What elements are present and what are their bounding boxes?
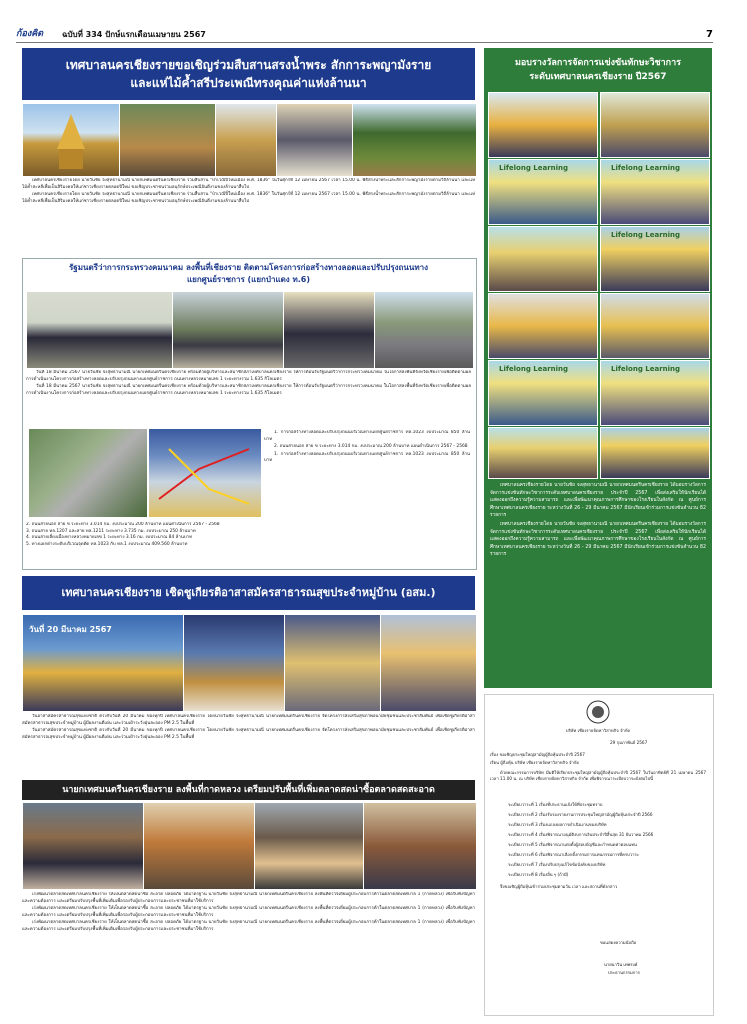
award-photo-4	[600, 159, 710, 225]
letter-to: เรียน ผู้ถือหุ้น บริษัท เชียงรายจัดหาวิสาหกิจ จำกัด	[490, 760, 580, 765]
banner-text: Lifelong Learning	[611, 231, 681, 239]
letter-closing: จึงขอเชิญผู้ถือหุ้นเข้าร่วมประชุมตามวัน เวลา และสถานที่ดังกล่าว	[500, 884, 618, 889]
page-header	[16, 28, 713, 43]
article2-list-full: 2. ถนนสายนอก สาย ข ระยะทาง 3.014 กม. งบประมาณ 200 ล้านบาท แผนดำเนินการ 2567 - 2568 3. ถนนสาย ทล.1207 และสาย ทล.1211 ระยะทาง 3.735 กม. งบประมาณ 250 ล้านบาท 4. ถนนสายเลี่ยงเมืองทางหลวงหมายเลข 1 ระยะทาง 3.16 กม. งบประมาณ 84 ล้านบาท 5. ทางแยกต่างระดับบริเวณจุดตัด ทล.1023 กับ ทล.1 งบประมาณ 409.560 ล้านบาท	[26, 522, 220, 547]
photo-osm-hall	[380, 614, 477, 712]
agenda-item: ระเบียบวาระที่ 1 เรื่องที่ประธานแจ้งให้ที่ประชุมทราบ	[508, 802, 603, 807]
letter-org: บริษัท เชียงรายจัดหาวิสาหกิจ จำกัด	[565, 728, 631, 733]
letter-sign-off: ขอแสดงความนับถือ	[600, 940, 637, 945]
award-photo-1	[488, 92, 598, 158]
osm-photo-caption: วันที่ 20 มีนาคม 2567	[29, 625, 112, 634]
award-photo-9	[488, 360, 598, 426]
article3-body: วันอาสาสมัครสาธารณสุขแห่งชาติ ตรงกับวันที่ 20 มีนาคม ของทุกปี เทศบาลนครเชียงราย โดยนายวันชัย จงสุทธานามณี นายกเทศมนตรีนครเชียงราย จัดโครงการส่งเสริมสุขภาพอนามัยชุมชนและประชาสัมพันธ์ เพื่อเชิดชูเกียรติอาสาสมัครสาธารณสุขประจำหมู่บ้าน ผู้มีผลงานดีเด่น และร่วมเฝ้าระวังฝุ่นละออง PM 2.5 ในพื้นที่ วันอาสาสมัครสาธารณสุขแห่งชาติ ตรงกับวันที่ 20 มีนาคม ของทุกปี เทศบาลนครเชียงราย โดยนายวันชัย จงสุทธานามณี นายกเทศมนตรีนครเชียงราย จัดโครงการส่งเสริมสุขภาพอนามัยชุมชนและประชาสัมพันธ์ เพื่อเชิดชูเกียรติอาสาสมัครสาธารณสุขประจำหมู่บ้าน ผู้มีผลงานดีเด่น และร่วมเฝ้าระวังฝุ่นละออง PM 2.5 ในพื้นที่	[22, 714, 475, 740]
photo-forest	[352, 103, 477, 177]
letter-date: 29 กุมภาพันธ์ 2567	[610, 740, 648, 745]
photo-officials	[276, 103, 353, 177]
agenda-item: ระเบียบวาระที่ 3 เรื่องแถลงผลการดำเนินงานของบริษัท	[508, 822, 607, 827]
map-lines	[149, 429, 261, 517]
photo-site-visit	[172, 291, 284, 369]
awards-body: เทศบาลนครเชียงรายโดย นายวันชัย จงสุทธานามณี นายกเทศมนตรีนครเชียงราย ได้มอบรางวัลการจัดการแข่งขันทักษะวิชาการระดับเทศบาลนครเชียงราย ประจำปี 2567 เพื่อส่งเสริมให้นักเรียนได้แสดงออกถึงความรู้ความสามารถ และเพื่อพัฒนาคุณภาพการศึกษาของโรงเรียนในสังกัด ณ ศูนย์การศึกษาเทศบาลนครเชียงราย ระหว่างวันที่ 26 - 29 มีนาคม 2567 มีนักเรียนเข้าร่วมการแข่งขันจำนวน 82 รายการ เทศบาลนครเชียงรายโดย นายวันชัย จงสุทธานามณี นายกเทศมนตรีนครเชียงราย ได้มอบรางวัลการจัดการแข่งขันทักษะวิชาการระดับเทศบาลนครเชียงราย ประจำปี 2567 เพื่อส่งเสริมให้นักเรียนได้แสดงออกถึงความรู้ความสามารถ และเพื่อพัฒนาคุณภาพการศึกษาของโรงเรียนในสังกัด ณ ศูนย์การศึกษาเทศบาลนครเชียงราย ระหว่างวันที่ 26 - 29 มีนาคม 2567 มีนักเรียนเข้าร่วมการแข่งขันจำนวน 82 รายการ	[490, 483, 706, 558]
article1-headline-line2: และแห่ไม้ค้ำสรีประเพณีทรงคุณค่าแห่งล้านนา	[130, 76, 367, 90]
article1-body: เทศบาลนครเชียงรายโดย นายวันชัย จงสุทธานามณี นายกเทศมนตรีนครเชียงราย ร่วมสืบสาน "ป๋าเวณีปี๋ใหม่เมือง พ.ศ. 1836" ในวันศุกร์ที่ 12 เมษายน 2567 เวลา 15.00 น. พิธีสรงน้ำพระและสักการะพญามังรายตามวิถีล้านนา และแห่ไม้ค้ำสะหลีเพื่อเป็นสิริมงคลให้แก่ชาวเชียงรายตลอดปีใหม่ ขอเชิญประชาชนร่วมอนุรักษ์ประเพณีอันดีงามของล้านนาสืบไป เทศบาลนครเชียงรายโดย นายวันชัย จงสุทธานามณี นายกเทศมนตรีนครเชียงราย ร่วมสืบสาน "ป๋าเวณีปี๋ใหม่เมือง พ.ศ. 1836" ในวันศุกร์ที่ 12 เมษายน 2567 เวลา 15.00 น. พิธีสรงน้ำพระและสักการะพญามังรายตามวิถีล้านนา และแห่ไม้ค้ำสะหลีเพื่อเป็นสิริมงคลให้แก่ชาวเชียงรายตลอดปีใหม่ ขอเชิญประชาชนร่วมอนุรักษ์ประเพณีอันดีงามของล้านนาสืบไป	[22, 178, 475, 204]
letter-subject: เรื่อง ขอเชิญประชุมใหญ่สามัญผู้ถือหุ้นประจำปี 2567	[490, 752, 585, 757]
award-photo-7	[488, 293, 598, 359]
agenda-item: ระเบียบวาระที่ 4 เรื่องพิจารณาอนุมัติงบการเงินประจำปีสิ้นสุด 31 ธันวาคม 2566	[508, 832, 654, 837]
article2-project-list: 1. การก่อสร้างทางลอดและปรับปรุงถนนบริเวณทางแยกศูนย์ราชการ ทล.1023 งบประมาณ 850 ล้านบาท 2. ถนนสายนอก สาย ข ระยะทาง 3.014 กม. งบประมาณ 200 ล้านบาท แผนดำเนินการ 2567 - 2568 1. การก่อสร้างทางลอดและปรับปรุงถนนบริเวณทางแยกศูนย์ราชการ ทล.1023 งบประมาณ 850 ล้านบาท	[264, 430, 470, 464]
photo-minister-group	[26, 291, 173, 369]
photo-market-walk	[22, 802, 144, 890]
banner-text: Lifelong Learning	[611, 164, 681, 172]
article4-headline-banner: นายกเทศมนตรีนครเชียงราย ลงพื้นที่กาดหลวง เตรียมปรับพื้นที่เพิ่มตลาดสดน่าซื้อตลาดสดสะอาด	[22, 780, 475, 800]
photo-parade	[119, 103, 216, 177]
agenda-item: ระเบียบวาระที่ 6 เรื่องพิจารณาเลือกตั้งกรรมการแทนกรรมการที่ครบวาระ	[508, 852, 639, 857]
agenda-item: ระเบียบวาระที่ 8 เรื่องอื่น ๆ (ถ้ามี)	[508, 872, 569, 877]
agenda-item: ระเบียบวาระที่ 2 เรื่องรับรองรายงานการประชุมใหญ่สามัญผู้ถือหุ้นประจำปี 2566	[508, 812, 653, 817]
award-photo-10	[600, 360, 710, 426]
photo-statue	[215, 103, 277, 177]
article2-headline: รัฐมนตรีว่าการกระทรวงคมนาคม ลงพื้นที่เชียงราย ติดตามโครงการก่อสร้างทางลอดและปรับปรุงถนนทาง แยกศูนย์ราชการ (แยกป่าแดง ท.6)	[69, 263, 428, 284]
photo-osm-ceremony	[22, 614, 184, 712]
award-photo-2	[600, 92, 710, 158]
company-seal	[586, 700, 610, 724]
photo-osm-stage	[183, 614, 285, 712]
article3-headline-banner: เทศบาลนครเชียงราย เชิดชูเกียรติอาสาสมัครสาธารณสุขประจำหมู่บ้าน (อสม.)	[22, 576, 475, 610]
signer-title: ประธานกรรมการ	[608, 970, 640, 975]
award-photo-6	[600, 226, 710, 292]
agenda-item: ระเบียบวาระที่ 7 เรื่องปรับปรุงแก้ไขข้อบังคับของบริษัท	[508, 862, 606, 867]
article4-body: เร่งพัฒนาตลาดสดเทศบาลนครเชียงราย ให้เป็นตลาดสดน่าซื้อ สะอาด ปลอดภัย ได้มาตรฐาน นายวันชัย จงสุทธานามณี นายกเทศมนตรีนครเชียงราย ลงพื้นที่ตรวจเยี่ยมผู้ประกอบการค้าในตลาดสดเทศบาล 1 (กาดหลวง) เพื่อรับฟังปัญหาและความต้องการ และเตรียมปรับปรุงพื้นที่เพิ่มเติมเพื่อรองรับผู้ประกอบการและประชาชนที่มาใช้บริการ เร่งพัฒนาตลาดสดเทศบาลนครเชียงราย ให้เป็นตลาดสดน่าซื้อ สะอาด ปลอดภัย ได้มาตรฐาน นายวันชัย จงสุทธานามณี นายกเทศมนตรีนครเชียงราย ลงพื้นที่ตรวจเยี่ยมผู้ประกอบการค้าในตลาดสดเทศบาล 1 (กาดหลวง) เพื่อรับฟังปัญหาและความต้องการ และเตรียมปรับปรุงพื้นที่เพิ่มเติมเพื่อรองรับผู้ประกอบการและประชาชนที่มาใช้บริการ เร่งพัฒนาตลาดสดเทศบาลนครเชียงราย ให้เป็นตลาดสดน่าซื้อ สะอาด ปลอดภัย ได้มาตรฐาน นายวันชัย จงสุทธานามณี นายกเทศมนตรีนครเชียงราย ลงพื้นที่ตรวจเยี่ยมผู้ประกอบการค้าในตลาดสดเทศบาล 1 (กาดหลวง) เพื่อรับฟังปัญหาและความต้องการ และเตรียมปรับปรุงพื้นที่เพิ่มเติมเพื่อรองรับผู้ประกอบการและประชาชนที่มาใช้บริการ	[22, 892, 475, 932]
award-photo-12	[600, 427, 710, 479]
award-photo-8	[600, 293, 710, 359]
banner-text: Lifelong Learning	[499, 164, 569, 172]
temple-shape	[23, 104, 119, 176]
agenda-item: ระเบียบวาระที่ 5 เรื่องพิจารณาแต่งตั้งผู้สอบบัญชีและกำหนดค่าตอบแทน	[508, 842, 637, 847]
award-photo-3	[488, 159, 598, 225]
photo-temple	[22, 103, 120, 177]
award-photo-5	[488, 226, 598, 292]
banner-text: Lifelong Learning	[611, 365, 681, 373]
article1-headline-line1: เทศบาลนครเชียงรายขอเชิญร่วมสืบสานสรงน้ำพระ สักการะพญามังราย	[65, 58, 432, 72]
article2-intro: วันที่ 18 มีนาคม 2567 นายวันชัย จงสุทธานามณี นายกเทศมนตรีนครเชียงราย พร้อมด้วยผู้บริหารและสมาชิกสภาเทศบาลนครเชียงราย ให้การต้อนรับรัฐมนตรีว่าการกระทรวงคมนาคม ในโอกาสลงพื้นที่จังหวัดเชียงรายเพื่อติดตามผลการดำเนินงานโครงการก่อสร้างทางลอดและปรับปรุงถนนทางแยกศูนย์ราชการ ถนนทางหลวงหมายเลข 1 ระยะทางรวม 1.635 กิโลเมตร วันที่ 18 มีนาคม 2567 นายวันชัย จงสุทธานามณี นายกเทศมนตรีนครเชียงราย พร้อมด้วยผู้บริหารและสมาชิกสภาเทศบาลนครเชียงราย ให้การต้อนรับรัฐมนตรีว่าการกระทรวงคมนาคม ในโอกาสลงพื้นที่จังหวัดเชียงรายเพื่อติดตามผลการดำเนินงานโครงการก่อสร้างทางลอดและปรับปรุงถนนทางแยกศูนย์ราชการ ถนนทางหลวงหมายเลข 1 ระยะทางรวม 1.635 กิโลเมตร	[26, 370, 471, 396]
letter-intro: ด้วยคณะกรรมการบริษัท มีมติให้เรียกประชุมใหญ่สามัญผู้ถือหุ้นประจำปี 2567 ในวันอาทิตย์ที่ 21 เมษายน 2567 เวลา 11.00 น. ณ บริษัท เชียงรายจัดหาวิสาหกิจ จำกัด เพื่อพิจารณาระเบียบวาระดังต่อไปนี้	[490, 770, 706, 781]
photo-market-vendors	[363, 802, 477, 890]
photo-minister-briefing	[283, 291, 375, 369]
issue-info: ฉบับที่ 334 ปักษ์แรกเดือนเมษายน 2567	[62, 30, 206, 39]
page-number: 7	[706, 29, 713, 40]
award-photo-11	[488, 427, 598, 479]
photo-road-rendering	[28, 428, 148, 518]
banner-text: Lifelong Learning	[499, 365, 569, 373]
photo-road	[374, 291, 474, 369]
photo-market-stall	[143, 802, 255, 890]
photo-project-map	[148, 428, 262, 518]
photo-market-interior	[254, 802, 364, 890]
masthead-logo: ก้องคิด	[16, 29, 44, 39]
signer-name: นายนาวิน เทพรงค์	[604, 962, 638, 967]
photo-osm-award	[284, 614, 381, 712]
article1-headline-banner	[22, 48, 475, 100]
awards-headline: มอบรางวัลการจัดการแข่งขันทักษะวิชาการ ระดับเทศบาลนครเชียงราย ปี2567	[514, 58, 682, 82]
